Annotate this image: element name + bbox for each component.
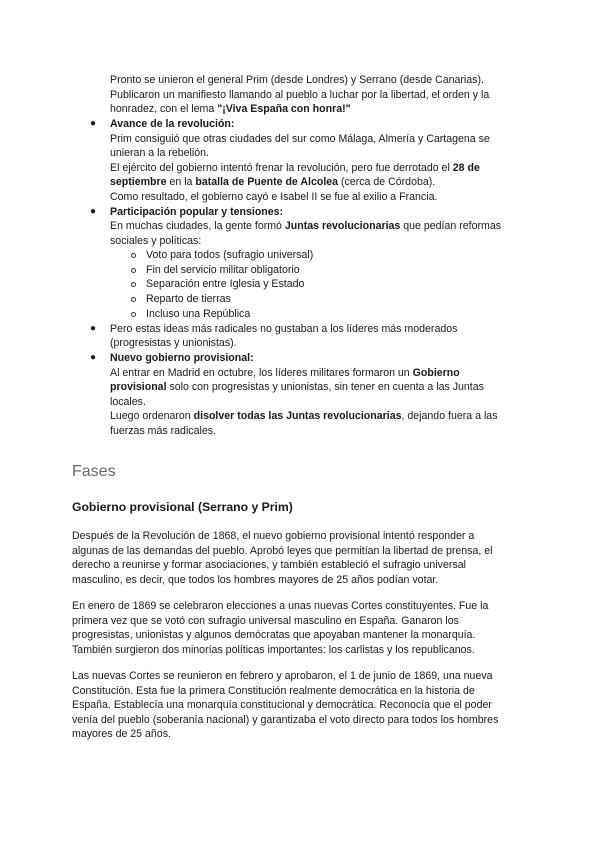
nuevo-title: Nuevo gobierno provisional:	[110, 352, 254, 364]
moderados-line-2: (progresistas y unionistas).	[110, 337, 237, 349]
date-bold: septiembre	[110, 176, 167, 188]
slogan: "¡Viva España con honra!"	[217, 103, 351, 115]
list-item: Fin del servicio militar obligatorio	[146, 264, 300, 276]
nuevo-line-4	[110, 409, 498, 424]
participacion-title: Participación popular y tensiones:	[110, 206, 284, 218]
intro-line-3	[110, 102, 351, 117]
circle-bullet-icon	[131, 312, 136, 317]
paragraph-3-line: venía del pueblo (soberanía nacional) y garantizaba el voto directo para todos los hombres	[72, 714, 499, 726]
nuevo-line-3: locales.	[110, 396, 146, 408]
text: que pedían reformas	[400, 220, 502, 232]
text: solo con progresistas y unionistas, sin tener en cuenta a las Juntas	[166, 381, 484, 393]
paragraph-3-line: mayores de 25 años.	[72, 728, 171, 740]
list-item: Reparto de tierras	[146, 293, 231, 305]
subsection-heading: Gobierno provisional (Serrano y Prim)	[72, 500, 293, 514]
text: Al entrar en Madrid en octubre, los líderes militares formaron un	[110, 367, 413, 379]
list-item: Incluso una República	[146, 308, 251, 320]
avance-line-1: Prim consiguió que otras ciudades del sur como Málaga, Almería y Cartagena se	[110, 133, 490, 145]
avance-line-3	[110, 161, 480, 176]
provisional-bold: provisional	[110, 381, 167, 393]
participacion-line-2: sociales y políticas:	[110, 235, 202, 247]
bullet-icon: ●	[90, 352, 97, 363]
avance-title: Avance de la revolución:	[110, 118, 235, 130]
circle-bullet-icon	[131, 297, 136, 302]
paragraph-1-line: algunas de las demandas del pueblo. Aprobó leyes que permitían la libertad de prensa, el	[72, 545, 493, 557]
paragraph-3-line: Las nuevas Cortes se reunieron en febrero y aprobaron, el 1 de junio de 1869, una nueva	[72, 670, 493, 682]
section-heading: Fases	[72, 463, 116, 480]
text: En muchas ciudades, la gente formó	[110, 220, 285, 232]
paragraph-1-line: derecho a reunirse y formar asociaciones, y también estableció el sufragio universal	[72, 559, 466, 571]
circle-bullet-icon	[131, 282, 136, 287]
paragraph-2-line: En enero de 1869 se celebraron elecciones a unas nuevas Cortes constituyentes. Fue la	[72, 600, 489, 612]
paragraph-1-line: Después de la Revolución de 1868, el nuevo gobierno provisional intentó responder a	[72, 530, 475, 542]
participacion-line-1	[110, 219, 501, 234]
avance-line-2: unieran a la rebelión.	[110, 147, 209, 159]
circle-bullet-icon	[131, 268, 136, 273]
text: Luego ordenaron	[110, 410, 194, 422]
paragraph-3-line: España. Establecía una monarquía constitucional y democrática. Reconocía que el poder	[72, 699, 492, 711]
text: El ejército del gobierno intentó frenar la revolución, pero fue derrotado el	[110, 162, 453, 174]
gobierno-bold: Gobierno	[412, 367, 460, 379]
bullet-icon: ●	[90, 118, 97, 129]
paragraph-2-line: progresistas, unionistas y algunos demócratas que apoyaban mantener la monarquía.	[72, 629, 476, 641]
intro-text: honradez, con el lema	[110, 103, 218, 115]
list-item: Voto para todos (sufragio universal)	[146, 249, 314, 261]
intro-line-1: Pronto se unieron el general Prim (desde Londres) y Serrano (desde Canarias).	[110, 74, 484, 86]
circle-bullet-icon	[131, 253, 136, 258]
bullet-icon: ●	[90, 323, 97, 334]
bullet-icon: ●	[90, 206, 97, 217]
disolver-bold: disolver todas las Juntas revolucionarias	[193, 410, 402, 422]
avance-line-5: Como resultado, el gobierno cayó e Isabel II se fue al exilio a Francia.	[110, 191, 438, 203]
date-bold: 28 de	[452, 162, 480, 174]
juntas-bold: Juntas revolucionarias	[284, 220, 401, 232]
text: en la	[166, 176, 196, 188]
nuevo-line-1	[110, 366, 460, 381]
nuevo-line-2	[110, 380, 484, 395]
list-item: Separación entre Iglesia y Estado	[146, 278, 305, 290]
paragraph-3-line: Constitución. Esta fue la primera Constitución realmente democrática en la historia de	[72, 685, 475, 697]
moderados-line-1: Pero estas ideas más radicales no gustaban a los líderes más moderados	[110, 323, 458, 335]
paragraph-2-line: primera vez que se votó con sufragio universal masculino en España. Ganaron los	[72, 615, 459, 627]
nuevo-line-5: fuerzas más radicales.	[110, 425, 216, 437]
avance-line-4	[110, 175, 435, 190]
text: , dejando fuera a las	[401, 410, 498, 422]
paragraph-1-line: masculino, es decir, que todos los hombres mayores de 25 años podían votar.	[72, 574, 439, 586]
text: (cerca de Córdoba).	[338, 176, 436, 188]
paragraph-2-line: También surgieron dos minorías políticas importantes: los carlistas y los republicanos.	[72, 644, 475, 656]
intro-line-2: Publicaron un manifiesto llamando al pueblo a luchar por la libertad, el orden y la	[110, 89, 490, 101]
battle-name: batalla de Puente de Alcolea	[195, 176, 339, 188]
